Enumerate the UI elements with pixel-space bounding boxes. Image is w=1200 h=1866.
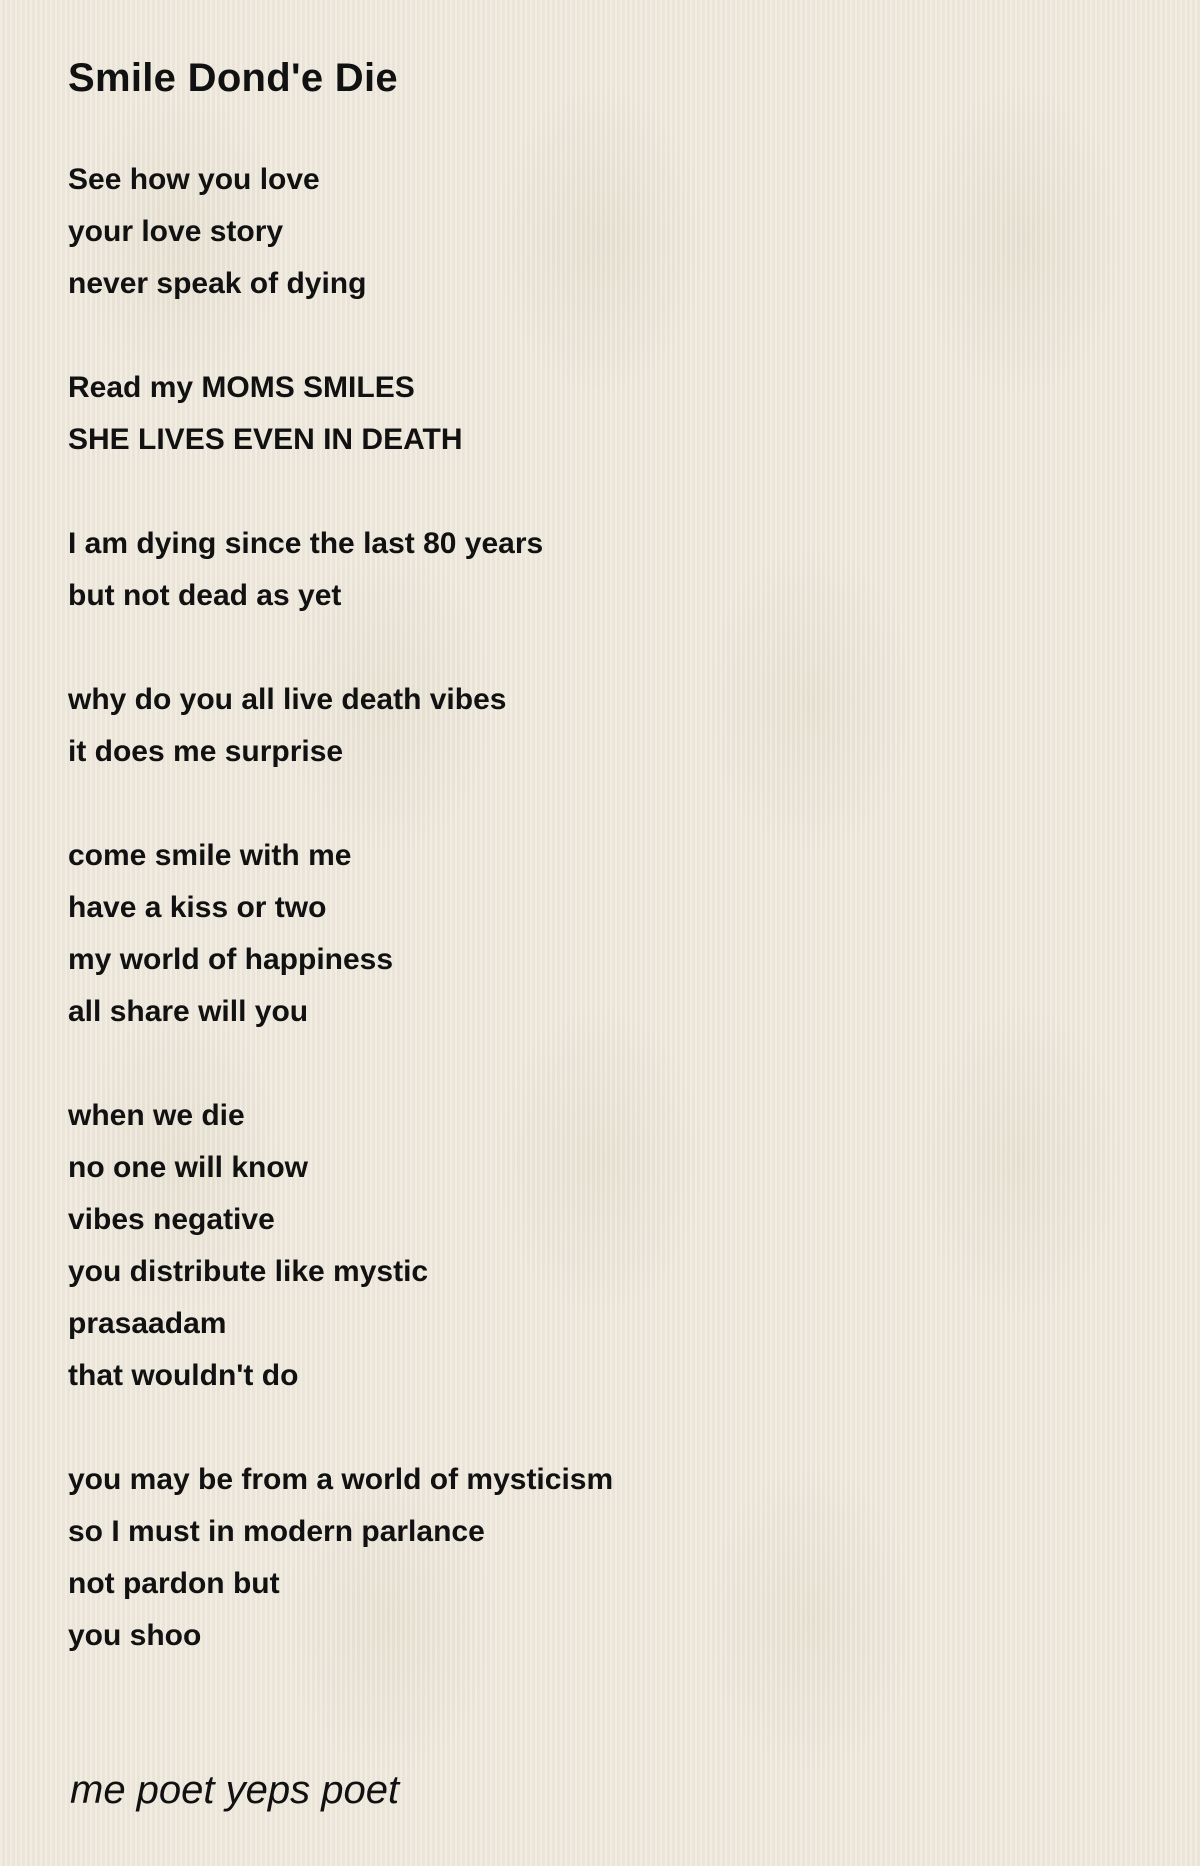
stanza [68, 1090, 1128, 1402]
poem-line: that wouldn't do [68, 1359, 299, 1392]
poem-line: my world of happiness [68, 943, 394, 976]
poem-line: you distribute like mystic [68, 1255, 429, 1288]
poem-line: never speak of dying [68, 267, 367, 300]
stanza [68, 674, 1128, 778]
stanza [68, 1454, 1128, 1662]
poem-line: all share will you [68, 995, 309, 1028]
poem-line: you shoo [68, 1619, 202, 1652]
stanza [68, 830, 1128, 1038]
poem-line: your love story [68, 215, 284, 248]
poem-line: SHE LIVES EVEN IN DEATH [68, 423, 463, 456]
poem-line: when we die [68, 1099, 245, 1132]
poem-line: it does me surprise [68, 735, 344, 768]
poem-line: have a kiss or two [68, 891, 327, 924]
poem [68, 48, 1128, 1714]
poem-line: not pardon but [68, 1567, 280, 1600]
poem-line: but not dead as yet [68, 579, 342, 612]
poem-line: vibes negative [68, 1203, 275, 1236]
poem-body [68, 154, 1128, 1662]
poem-line: come smile with me [68, 839, 352, 872]
poem-line: I am dying since the last 80 years [68, 527, 544, 560]
poem-title: Smile Dond'e Die [68, 56, 398, 100]
stanza [68, 518, 1128, 622]
poem-line: you may be from a world of mysticism [68, 1463, 614, 1496]
poem-line: See how you love [68, 163, 320, 196]
stanza [68, 154, 1128, 310]
poem-line: why do you all live death vibes [68, 683, 507, 716]
poem-line: prasaadam [68, 1307, 227, 1340]
poem-line: so I must in modern parlance [68, 1515, 485, 1548]
stanza [68, 362, 1128, 466]
poem-line: no one will know [68, 1151, 308, 1184]
poem-author: me poet yeps poet [70, 1768, 400, 1812]
poem-line: Read my MOMS SMILES [68, 371, 415, 404]
